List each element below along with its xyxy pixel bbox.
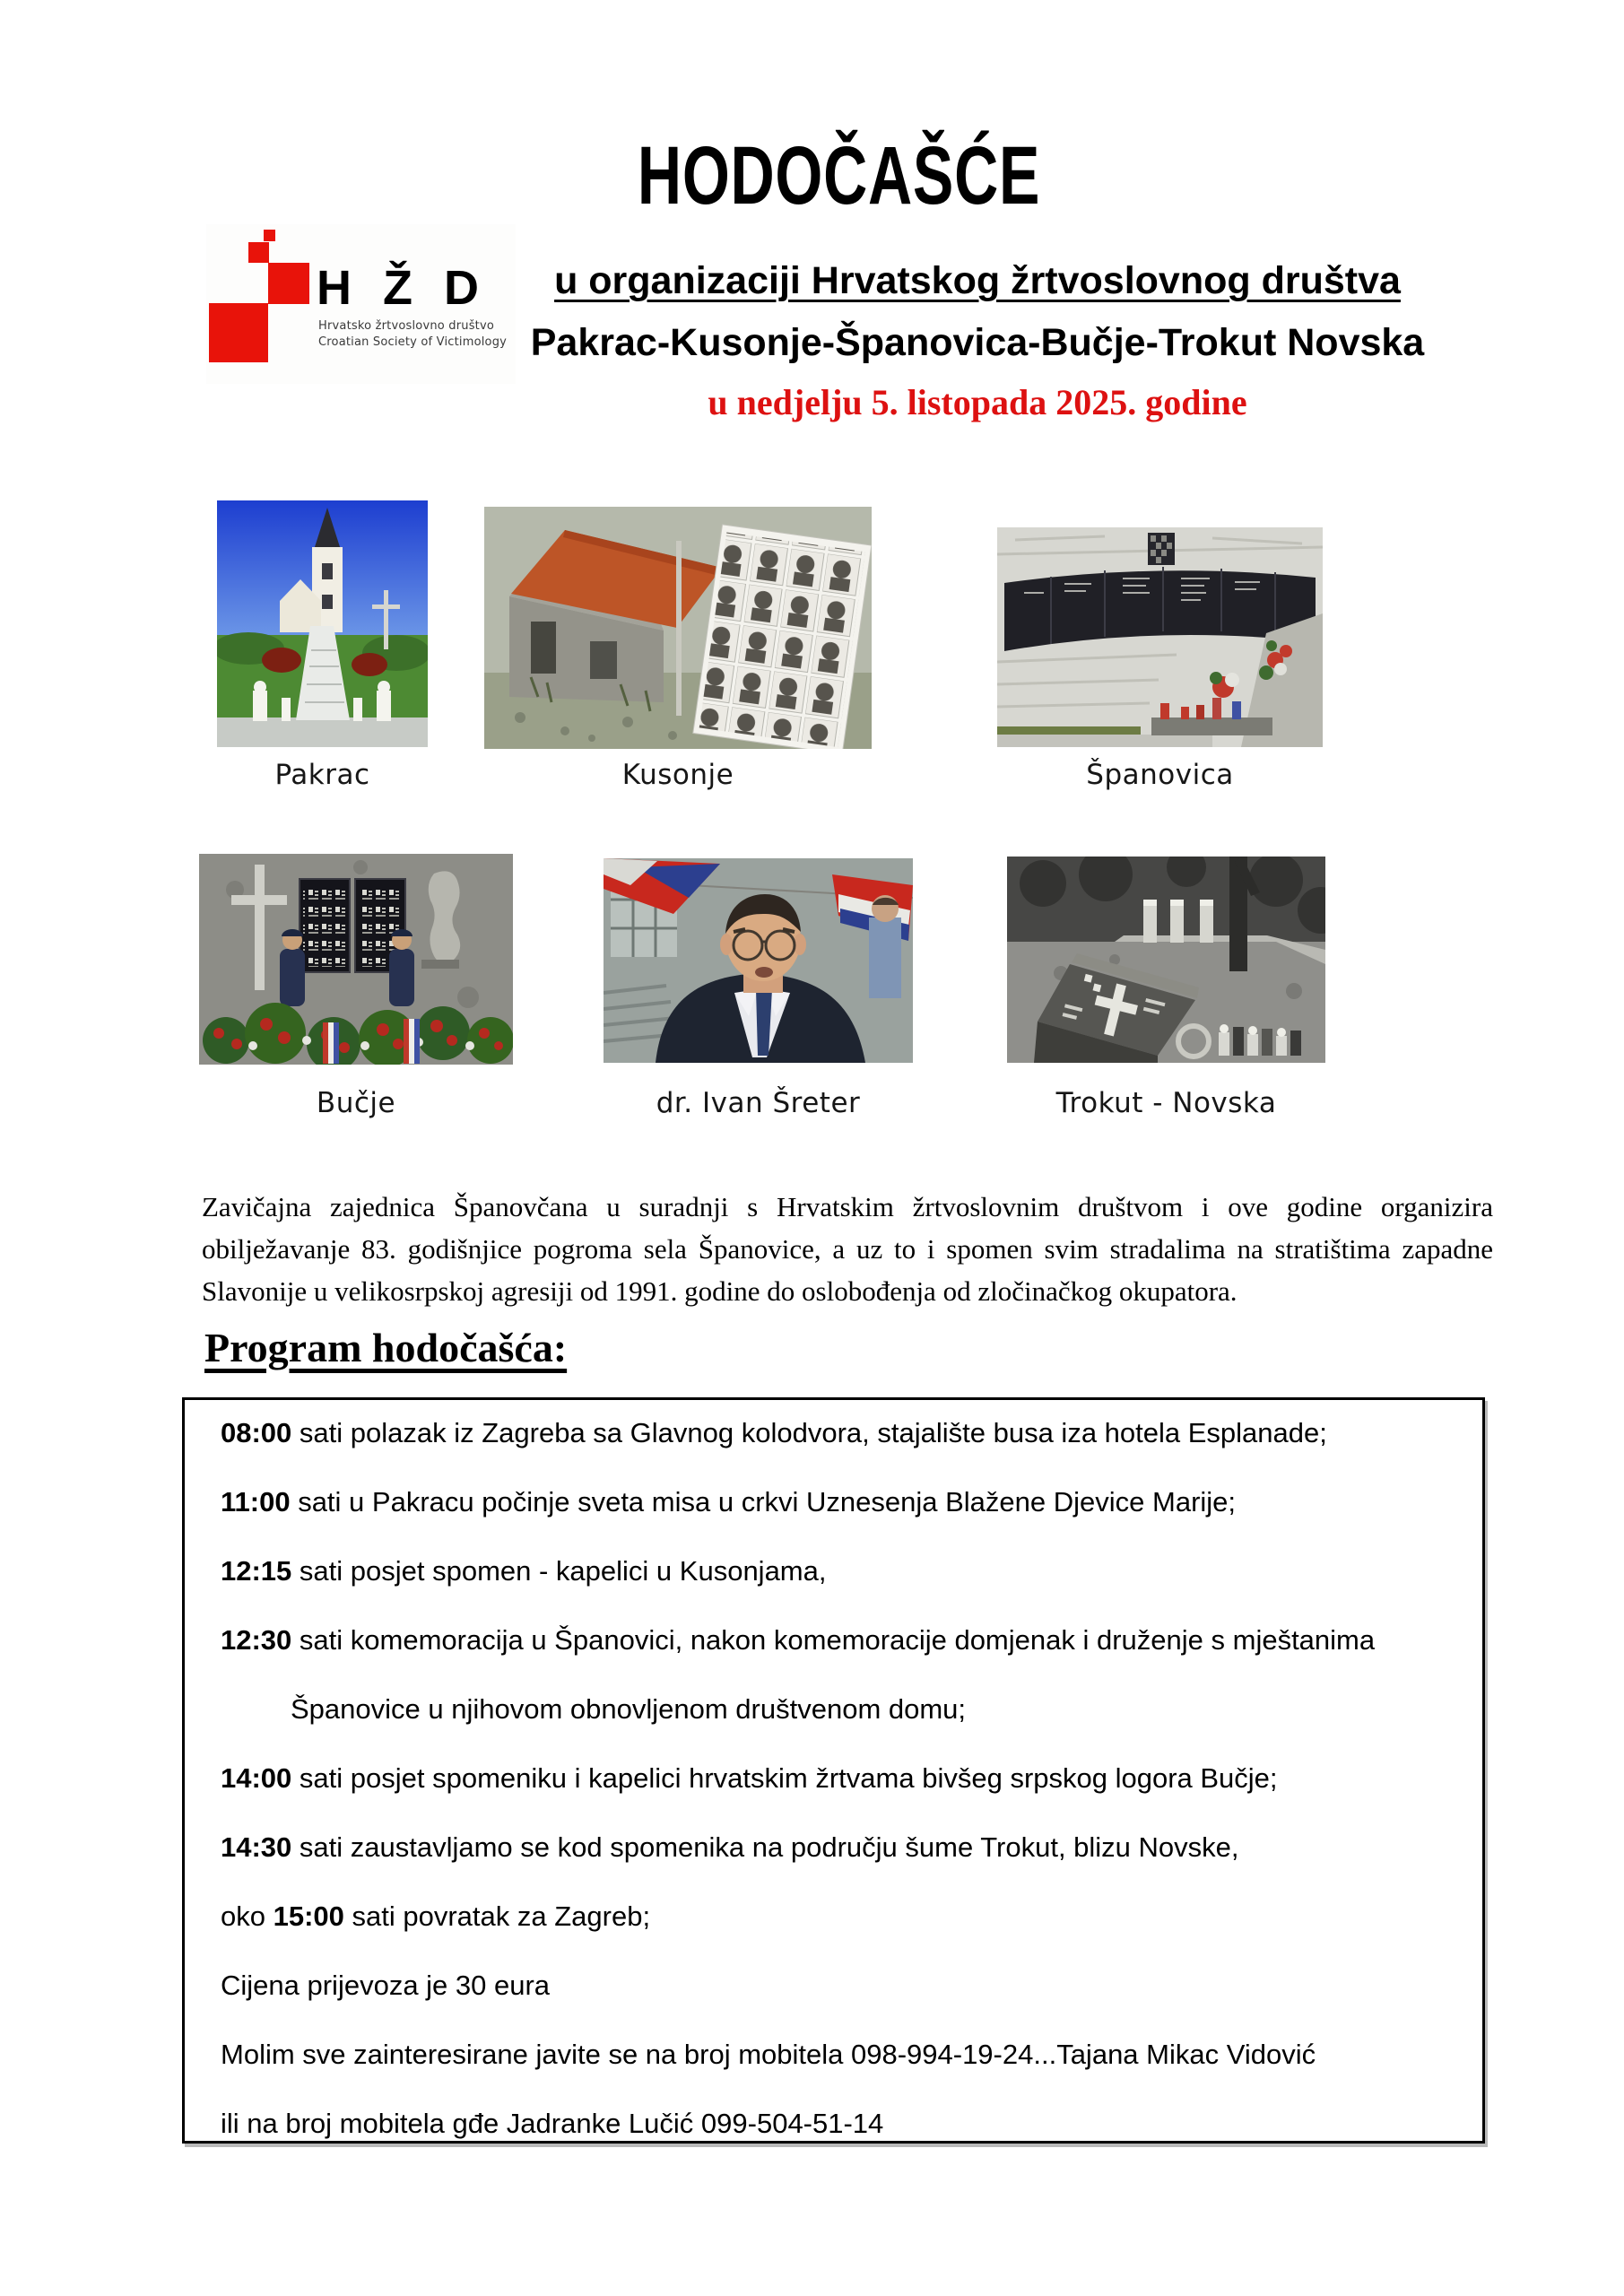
schedule-item: 14:30 sati zaustavljamo se kod spomenika na području šume Trokut, blizu Novske,: [221, 1831, 1239, 1863]
schedule-item: 11:00 sati u Pakracu počinje sveta misa u crkvi Uznesenja Blažene Djevice Marije;: [221, 1486, 1237, 1518]
organizer-line: u organizaciji Hrvatskog žrtvoslovnog društva: [554, 259, 1401, 302]
intro-paragraph: Zavičajna zajednica Španovčana u suradnji s Hrvatskim žrtvoslovnim društvom i ove godine organizira obilježavanje 83. godišnjice pogroma sela Španovice, a uz to i spomen svim stradalima na stratištima zapadne Slavonije u velikosrpskoj agresiji od 1991. godine do oslobođenja od zločinačkog okupatora.: [202, 1191, 1493, 1307]
caption-trokut-novska: Trokut - Novska: [1055, 1087, 1277, 1119]
logo-checker-square-icon: [209, 303, 268, 362]
logo-name-english: Croatian Society of Victimology: [318, 335, 508, 349]
program-list: [221, 1414, 1457, 2143]
caption-pakrac: Pakrac: [274, 759, 370, 791]
photo-bucje: [199, 854, 513, 1065]
caption-spanovica: Španovica: [1086, 759, 1234, 791]
caption-ivan-sreter: dr. Ivan Šreter: [656, 1087, 861, 1119]
logo-checker-square-icon: [264, 230, 275, 241]
schedule-item: 08:00 sati polazak iz Zagreba sa Glavnog kolodvora, stajalište busa iza hotela Esplanade;: [221, 1417, 1327, 1448]
logo-abbreviation: H Ž D: [317, 261, 488, 315]
program-heading: Program hodočašća:: [204, 1325, 568, 1370]
header-text-block: [341, 259, 1614, 422]
photo-trokut-novska: [1007, 857, 1325, 1063]
schedule-item: ili na broj mobitela gđe Jadranke Lučić 099-504-51-14: [221, 2108, 884, 2139]
page-title: HODOČAŠĆE: [637, 130, 1041, 222]
schedule-item: Španovice u njihovom obnovljenom društvenom domu;: [291, 1693, 967, 1725]
program-box: [182, 1397, 1485, 2144]
schedule-item: 14:00 sati posjet spomeniku i kapelici hrvatskim žrtvama bivšeg srpskog logora Bučje;: [221, 1762, 1278, 1794]
caption-kusonje: Kusonje: [621, 759, 734, 791]
schedule-item: 12:15 sati posjet spomen - kapelici u Kusonjama,: [221, 1555, 827, 1587]
logo-checker-square-icon: [268, 263, 309, 304]
schedule-item: Cijena prijevoza je 30 eura: [221, 1970, 551, 2001]
route-line: Pakrac-Kusonje-Španovica-Bučje-Trokut Novska: [530, 321, 1425, 364]
schedule-item: 12:30 sati komemoracija u Španovici, nakon komemoracije domjenak i druženje s mještanima: [221, 1624, 1376, 1656]
logo-name-croatian: Hrvatsko žrtvoslovno društvo: [318, 319, 495, 333]
photo-spanovica: [997, 527, 1323, 747]
logo-checker-square-icon: [248, 242, 269, 263]
date-line: u nedjelju 5. listopada 2025. godine: [708, 382, 1247, 422]
schedule-item: Molim sve zainteresirane javite se na broj mobitela 098-994-19-24...Tajana Mikac Vidović: [221, 2039, 1316, 2070]
photo-kusonje: [484, 507, 872, 749]
schedule-item: oko 15:00 sati povratak za Zagreb;: [221, 1900, 651, 1932]
photo-ivan-sreter: [604, 858, 913, 1063]
photo-pakrac: [217, 500, 428, 747]
caption-bucje: Bučje: [316, 1087, 396, 1119]
